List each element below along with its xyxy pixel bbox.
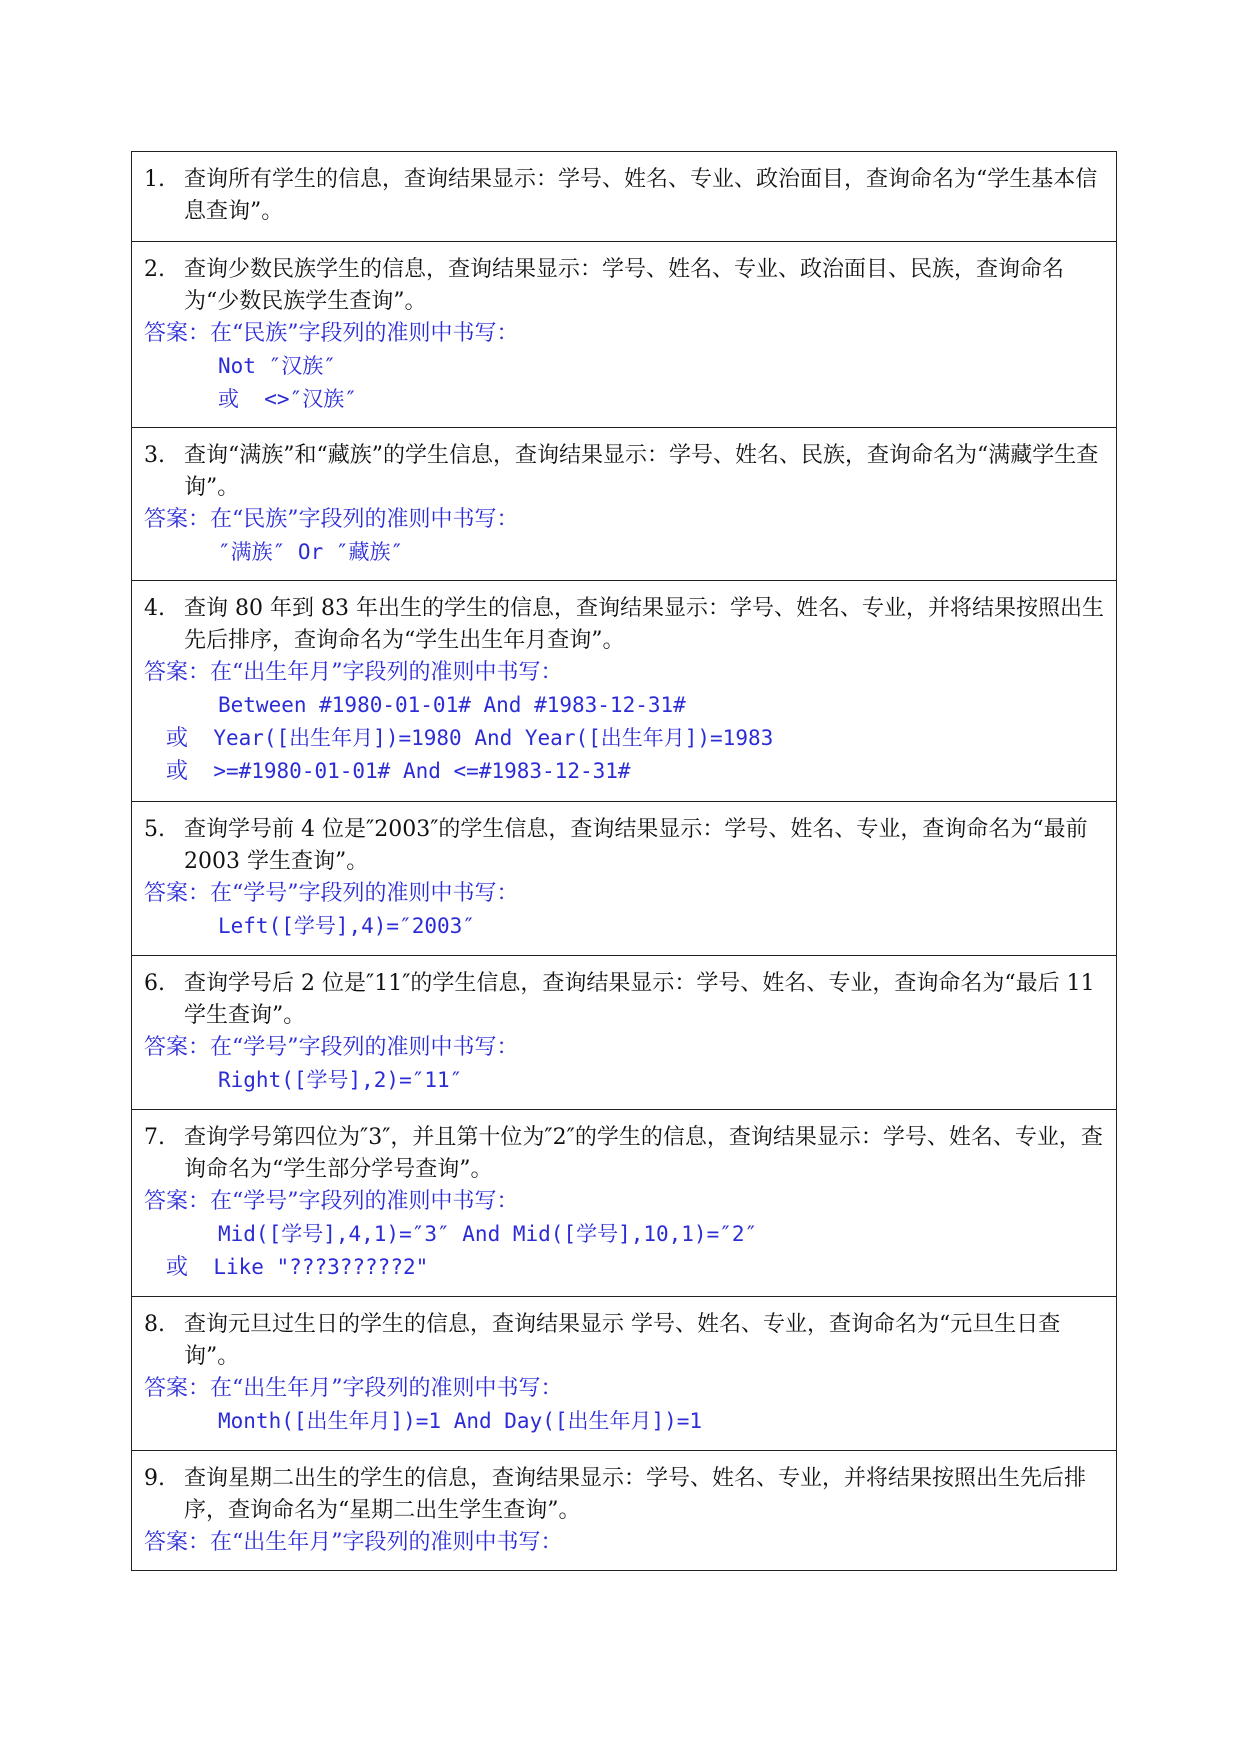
answer-label: 答案：在“民族”字段列的准则中书写： [144,321,519,346]
question-number: 7. [144,1125,165,1150]
question-text: 2. 查询少数民族学生的信息，查询结果显示：学号、姓名、专业、政治面目、民族，查询命名为“少数民族学生查询”。 [144,254,1106,318]
answer-label: 答案：在“出生年月”字段列的准则中书写： [144,1530,563,1555]
question-row-2 [132,241,1116,427]
answer-label: 答案：在“学号”字段列的准则中书写： [144,1189,519,1214]
question-text: 5. 查询学号前 4 位是″2003″的学生信息，查询结果显示：学号、姓名、专业，查询命名为“最前 2003 学生查询”。 [144,814,1106,878]
answer-code-alt: 或 Like "???3?????2" [166,1255,429,1280]
or-prefix: 或 [166,759,189,784]
question-number: 9. [144,1466,165,1491]
or-prefix: 或 [166,1255,189,1280]
answer-label: 答案：在“民族”字段列的准则中书写： [144,507,519,532]
answer-code: Between #1980-01-01# And #1983-12-31# [218,693,686,717]
question-text: 8. 查询元旦过生日的学生的信息，查询结果显示 学号、姓名、专业，查询命名为“元旦生日查询”。 [144,1309,1106,1373]
question-text: 7. 查询学号第四位为″3″，并且第十位为″2″的学生的信息，查询结果显示：学号、姓名、专业，查询命名为“学生部分学号查询”。 [144,1122,1106,1186]
answer-label: 答案：在“出生年月”字段列的准则中书写： [144,1376,563,1401]
question-row-8 [132,1296,1116,1450]
answer-code: 或 <>″汉族″ [218,387,357,411]
question-number: 4. [144,596,165,621]
answer-code: Not ″汉族″ [218,354,336,378]
question-text: 1. 查询所有学生的信息，查询结果显示：学号、姓名、专业、政治面目，查询命名为“学生基本信息查询”。 [144,164,1106,228]
answer-label: 答案：在“学号”字段列的准则中书写： [144,881,519,906]
answer-code-alt: 或 Year([出生年月])=1980 And Year([出生年月])=1983 [166,726,774,751]
question-row-6 [132,955,1116,1109]
or-prefix: 或 [166,726,189,751]
question-number: 2. [144,257,165,282]
answer-code-alt: 或 >=#1980-01-01# And <=#1983-12-31# [166,759,631,784]
answer-code: ″满族″ Or ″藏族″ [218,540,404,564]
answer-label: 答案：在“学号”字段列的准则中书写： [144,1035,519,1060]
question-number: 8. [144,1312,165,1337]
answer-code: Left([学号],4)=″2003″ [218,914,475,938]
question-text: 6. 查询学号后 2 位是″11″的学生信息，查询结果显示：学号、姓名、专业，查询命名为“最后 11 学生查询”。 [144,968,1106,1032]
answer-label: 答案：在“出生年月”字段列的准则中书写： [144,660,563,685]
question-number: 1. [144,167,165,192]
question-text: 9. 查询星期二出生的学生的信息，查询结果显示：学号、姓名、专业，并将结果按照出生先后排序，查询命名为“星期二出生学生查询”。 [144,1463,1106,1527]
question-row-1 [132,152,1116,241]
answer-code: Right([学号],2)=″11″ [218,1068,463,1092]
question-row-5 [132,801,1116,955]
question-table [131,151,1117,1571]
answer-code: Mid([学号],4,1)=″3″ And Mid([学号],10,1)=″2″ [218,1222,758,1246]
question-row-4 [132,580,1116,801]
question-row-7 [132,1109,1116,1296]
question-number: 5. [144,817,165,842]
answer-code: Month([出生年月])=1 And Day([出生年月])=1 [218,1409,703,1433]
question-number: 6. [144,971,165,996]
question-row-9 [132,1450,1116,1570]
question-number: 3. [144,443,165,468]
question-text: 4. 查询 80 年到 83 年出生的学生的信息，查询结果显示：学号、姓名、专业，并将结果按照出生先后排序，查询命名为“学生出生年月查询”。 [144,593,1106,657]
question-text: 3. 查询“满族”和“藏族”的学生信息，查询结果显示：学号、姓名、民族，查询命名为“满藏学生查询”。 [144,440,1106,504]
question-row-3 [132,427,1116,580]
